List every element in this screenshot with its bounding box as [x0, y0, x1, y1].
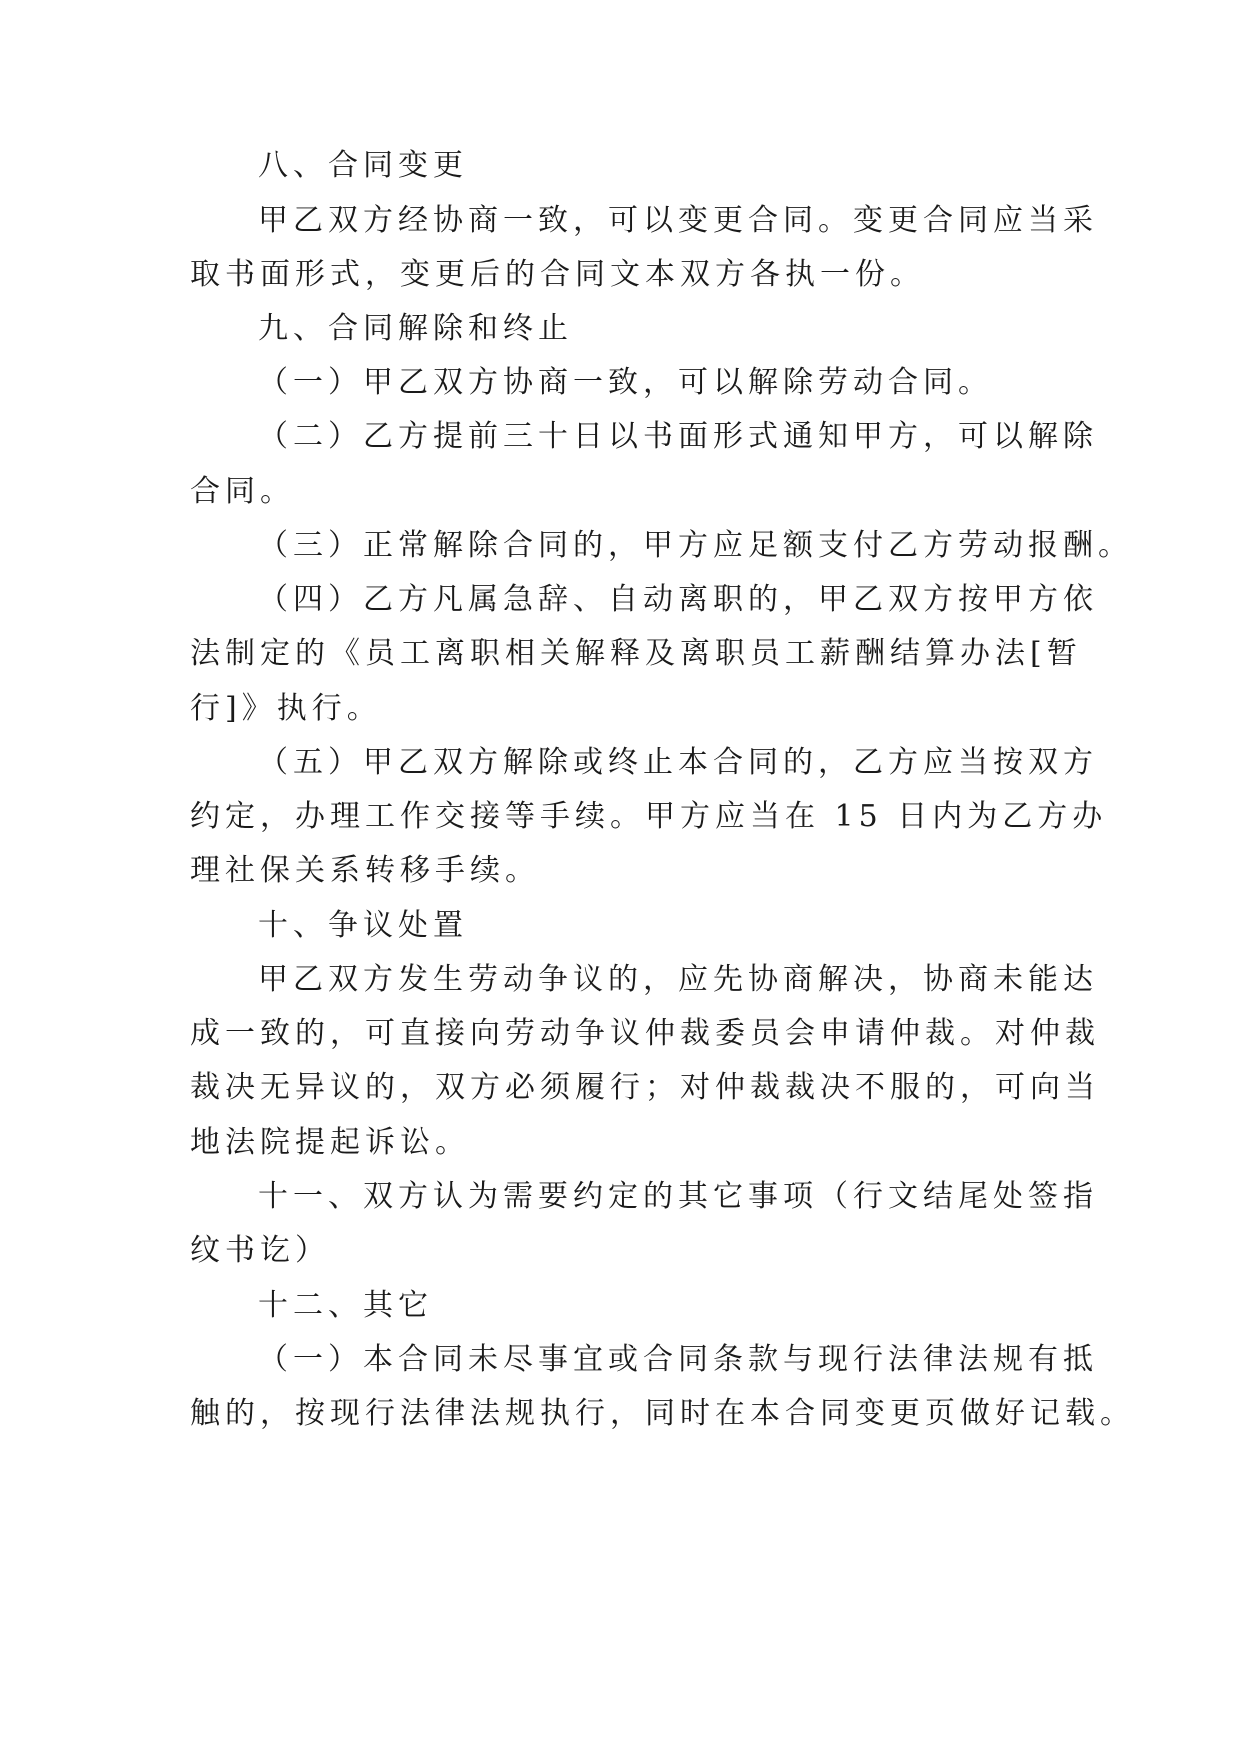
paragraph-line: （四）乙方凡属急辞、自动离职的，甲乙双方按甲方依 — [258, 582, 1098, 617]
paragraph-line: 纹书讫） — [190, 1233, 330, 1268]
heading-dispute: 十、争议处置 — [258, 908, 468, 943]
heading-other-matters: 十一、双方认为需要约定的其它事项（行文结尾处签指 — [258, 1179, 1098, 1214]
paragraph-line: （一）本合同未尽事宜或合同条款与现行法律法规有抵 — [258, 1342, 1098, 1377]
paragraph-line: 取书面形式，变更后的合同文本双方各执一份。 — [190, 257, 925, 292]
paragraph-line: 行]》执行。 — [190, 691, 382, 726]
heading-contract-change: 八、合同变更 — [258, 148, 468, 183]
heading-other: 十二、其它 — [258, 1288, 433, 1323]
paragraph-line: （一）甲乙双方协商一致，可以解除劳动合同。 — [258, 365, 993, 400]
paragraph-line: 触的，按现行法律法规执行，同时在本合同变更页做好记载。 — [190, 1396, 1135, 1431]
paragraph-line: 理社保关系转移手续。 — [190, 853, 540, 888]
paragraph-line: 甲乙双方经协商一致，可以变更合同。变更合同应当采 — [258, 203, 1098, 238]
paragraph-line: 地法院提起诉讼。 — [190, 1125, 470, 1160]
paragraph-line: 甲乙双方发生劳动争议的，应先协商解决，协商未能达 — [258, 962, 1098, 997]
paragraph-line: （三）正常解除合同的，甲方应足额支付乙方劳动报酬。 — [258, 528, 1133, 563]
paragraph-line: （二）乙方提前三十日以书面形式通知甲方，可以解除 — [258, 419, 1098, 454]
paragraph-line: 裁决无异议的，双方必须履行；对仲裁裁决不服的，可向当 — [190, 1070, 1100, 1105]
heading-termination: 九、合同解除和终止 — [258, 311, 573, 346]
paragraph-line: 成一致的，可直接向劳动争议仲裁委员会申请仲裁。对仲裁 — [190, 1016, 1100, 1051]
paragraph-line: （五）甲乙双方解除或终止本合同的，乙方应当按双方 — [258, 745, 1098, 780]
paragraph-line: 约定，办理工作交接等手续。甲方应当在 15 日内为乙方办 — [190, 799, 1108, 834]
paragraph-line: 法制定的《员工离职相关解释及离职员工薪酬结算办法[暂 — [190, 636, 1082, 671]
paragraph-line: 合同。 — [190, 474, 295, 509]
